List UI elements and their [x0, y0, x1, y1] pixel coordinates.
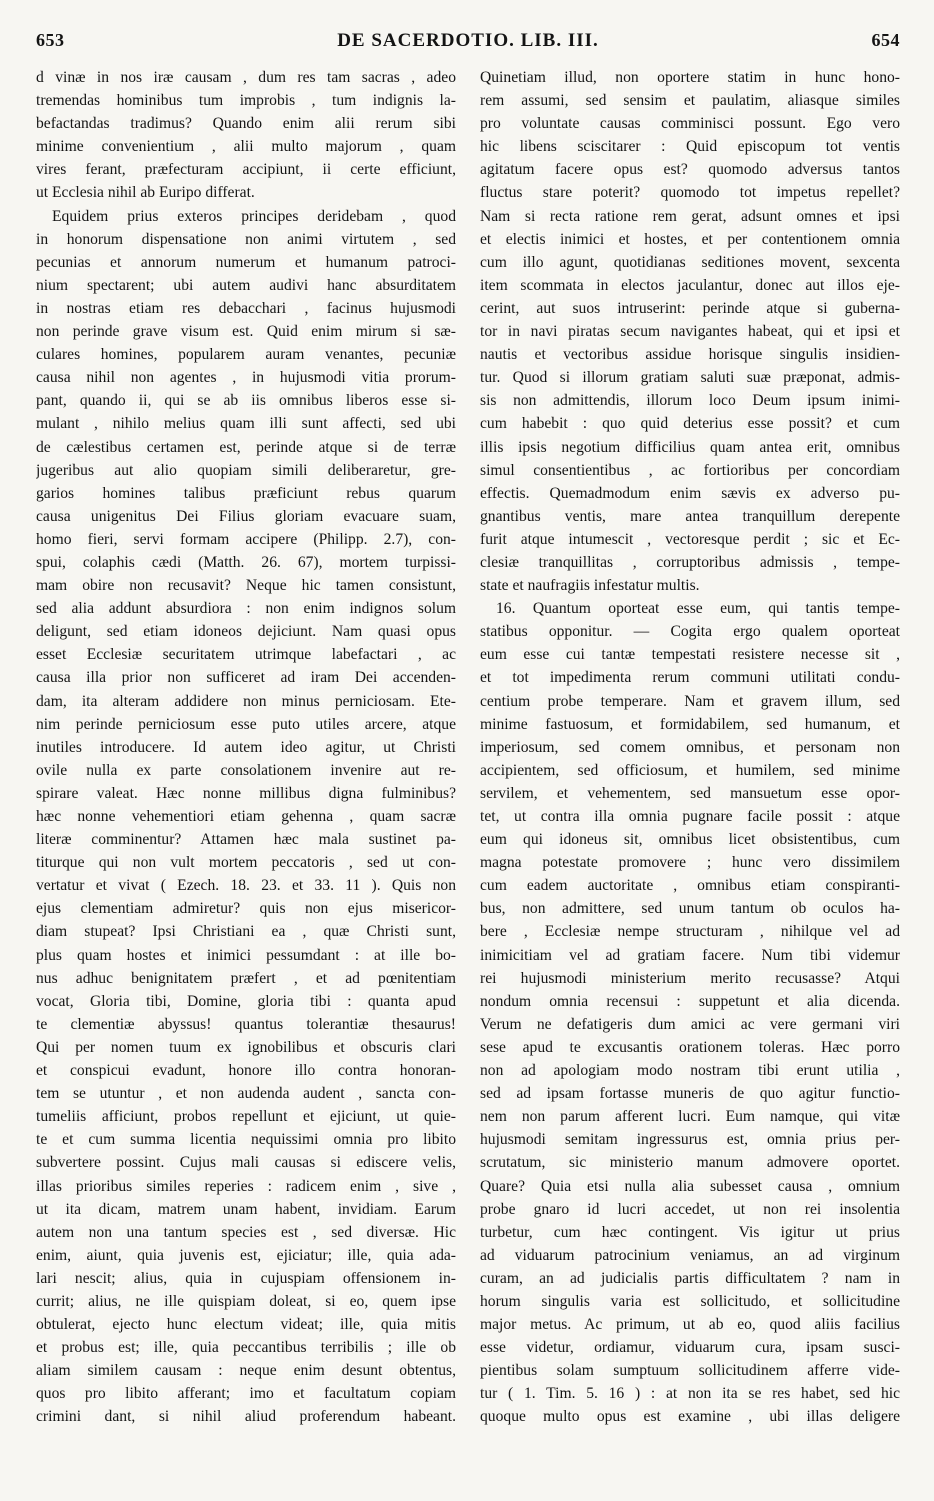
text-line: diam stupeat? Ipsi Christiani ea , quæ Christi sunt, [36, 923, 456, 941]
text-line: state et naufragiis infestatur multis. [480, 577, 700, 595]
text-line: effectis. Quemadmodum enim sævis ex adverso pu- [480, 484, 900, 502]
text-line: minime fastuosum, et formidabilem, sed humanum, et [480, 715, 900, 733]
right-column [480, 66, 900, 1429]
text-line: rem assumi, sed sensim et paulatim, aliasque similes [480, 92, 900, 110]
text-line: enim, aiunt, quia juvenis est, ejiciatur; ille, quia ada- [36, 1246, 456, 1264]
text-line: pant, quando ii, qui se ab iis omnibus liberos esse si- [36, 392, 456, 410]
text-line: illas prioribus similes reperies : radicem enim , sive , [36, 1177, 456, 1195]
text-line: magna potestate promovere ; hunc vero dissimilem [480, 854, 900, 872]
text-line: eum qui idoneus sit, omnibus licet obsistentibus, cum [480, 831, 900, 849]
text-line: spirare valeat. Hæc nonne millibus digna fulminibus? [36, 784, 456, 802]
page-number-left: 653 [36, 30, 65, 50]
text-line: item scommata in electos jaculantur, donec aut illos eje- [480, 276, 900, 294]
text-line: gnantibus ventis, mare antea tranquillum derepente [480, 507, 900, 525]
text-line: in nostras etiam res debacchari , facinus hujusmodi [36, 299, 456, 317]
text-line: servilem, et vehementem, sed mansuetum esse opor- [480, 784, 900, 802]
left-column [36, 66, 456, 1429]
text-line: turbetur, cum hæc contingent. Vis igitur ut prius [480, 1223, 900, 1241]
text-line: deligunt, sed etiam idoneos dejiciunt. Nam quasi opus [36, 623, 456, 641]
text-line: d vinæ in nos iræ causam , dum res tam sacras , adeo [36, 69, 456, 86]
text-line: et tot impedimenta rerum communi utilitati condu- [480, 669, 900, 687]
text-line: centium probe temperare. Nam et gravem illum, sed [480, 692, 900, 710]
text-line: minime convenientium , alii multo majorum , quam [36, 138, 456, 156]
text-line: non ad apologiam modo nostram tibi erunt utilia , [480, 1062, 900, 1080]
text-line: literæ comminentur? Attamen hæc mala sustinet pa- [36, 831, 456, 849]
text-line: rei hujusmodi ministerium merito recusasse? Atqui [480, 969, 900, 987]
text-line: tet, ut contra illa omnia pugnare facile possit : atque [480, 808, 900, 825]
text-line: quoque multo opus est examine , ubi illas deligere [480, 1408, 900, 1426]
text-line: major metus. Ac primum, ut ab eo, quod aliis facilius [480, 1316, 900, 1334]
text-line: sese apud te excusantis orationem toleras. Hæc porro [480, 1038, 900, 1056]
text-line: statibus opponitur. — Cogita ergo qualem oporteat [480, 623, 900, 641]
text-line: et probus est; ille, quia peccantibus terribilis ; ille ob [36, 1339, 456, 1357]
text-line: de cælestibus certamen est, perinde atque si de terræ [36, 438, 456, 456]
text-line: plus quam hostes et inimici pessumdant : at ille bo- [36, 946, 456, 964]
text-line: autem non una tantum species est , sed diversæ. Hic [36, 1223, 456, 1241]
text-line: nondum omnia recensui : suppetunt et alia dicenda. [480, 992, 900, 1010]
text-line: in honorum dispensatione non animi virtutem , sed [36, 230, 456, 248]
text-line: sed ad ipsam fortasse muneris de quo agitur functio- [480, 1085, 900, 1103]
text-line: ejus clementiam admiretur? quis non ejus misericor- [36, 900, 456, 918]
text-line: et electis inimici et hostes, et per contentionem omnia [480, 230, 900, 248]
text-line: 16. Quantum oporteat esse eum, qui tantis tempe- [496, 600, 900, 618]
text-line: homo fieri, servi formam accipere (Philipp. 2.7), con- [36, 530, 456, 548]
text-line: vocat, Gloria tibi, Domine, gloria tibi : quanta apud [36, 992, 456, 1010]
text-line: Nam si recta ratione rem gerat, adsunt omnes et ipsi [480, 207, 900, 225]
text-line: tur ( 1. Tim. 5. 16 ) : at non ita se res habet, sed hic [480, 1385, 900, 1403]
text-line: aliam similem causam : neque enim desunt obtentus, [36, 1362, 456, 1380]
text-line: hujusmodi semitam ingressurus est, omnia prius per- [480, 1131, 900, 1149]
text-columns [36, 66, 900, 1429]
text-line: pro voluntate causas comminisci possunt. Ego vero [480, 115, 900, 133]
text-line: imperiosum, sed comem omnibus, et personam non [480, 738, 900, 756]
text-line: ut ita dicam, matrem unam habent, invidiam. Earum [36, 1200, 456, 1218]
text-line: esset Ecclesiæ securitatem utrimque labefactari , ac [36, 646, 456, 664]
text-line: clesiæ tranquillitas , corruptoribus admissis , tempe- [480, 553, 900, 571]
text-line: ovile nulla ex parte consolationem invenire aut re- [36, 761, 456, 779]
text-line: sis non admittendis, illorum loco Deum ipsum inimi- [480, 392, 900, 410]
text-line: cum eadem auctoritate , omnibus etiam conspiranti- [480, 877, 900, 895]
text-line: mulant , nihilo melius quam illi sunt affecti, sed ubi [36, 415, 456, 433]
text-line: pientibus solam sumptuum sollicitudinem afferre vide- [480, 1362, 900, 1380]
text-line: scrutatum, sic ministerio manum admovere oportet. [480, 1154, 900, 1172]
text-line: horum singulis varia est sollicitudo, et sollicitudine [480, 1292, 900, 1310]
text-line: esse videtur, ordiamur, viduarum cura, ipsam susci- [480, 1339, 900, 1357]
text-line: nus adhuc benignitatem præfert , et ad pœnitentiam [36, 969, 456, 987]
text-line: Equidem prius exteros principes deridebam , quod [52, 207, 456, 225]
text-line: hæc nonne vehementiori etiam gehenna , quam sacræ [36, 808, 456, 825]
text-line: tem se utuntur , et non audenda audent , sancta con- [36, 1085, 456, 1103]
text-line: culares homines, popularem auram venantes, pecuniæ [36, 346, 456, 364]
text-line: vertatur et vivat ( Ezech. 18. 23. et 33. 11 ). Quis non [36, 877, 456, 895]
text-line: Quare? Quia etsi nulla alia subesset causa , omnium [480, 1177, 900, 1195]
text-line: te clementiæ abyssus! quantus tolerantiæ thesaurus! [36, 1015, 456, 1033]
text-line: ut Ecclesia nihil ab Euripo differat. [36, 184, 255, 202]
page-number-right: 654 [871, 30, 900, 50]
text-line: currit; alius, ne ille quispiam doleat, si eo, quem ipse [36, 1292, 456, 1310]
text-line: cerint, aut suos intruserint: perinde atque si guberna- [480, 299, 900, 317]
text-line: titurque qui non vult mortem peccatoris , sed ut con- [36, 854, 456, 872]
text-line: agitatum facere opus est? quomodo adversus tantos [480, 161, 900, 179]
text-line: sed alia addunt absurdiora : non enim indignos solum [36, 600, 456, 618]
text-line: inimicitiam vel ad gratiam facere. Num tibi videmur [480, 946, 900, 964]
text-line: garios homines talibus præficiunt rebus quarum [36, 484, 456, 502]
text-line: mam obire non recusavit? Neque hic tamen consistunt, [36, 577, 456, 595]
text-line: cum habebit : quo quid deterius esse possit? et cum [480, 415, 900, 433]
text-line: non perinde grave visum est. Quid enim mirum si sæ- [36, 323, 456, 341]
running-title: DE SACERDOTIO. LIB. III. [337, 30, 599, 51]
running-header [36, 30, 900, 64]
text-line: bus, non admittere, sed unum tantum ob oculos ha- [480, 900, 900, 918]
text-line: tremendas hominibus tum improbis , tum indignis la- [36, 92, 456, 110]
text-line: et conspicui evadunt, honore illo contra honoran- [36, 1062, 456, 1080]
text-line: causa unigenitus Dei Filius gloriam evacuare suam, [36, 507, 456, 525]
text-line: quos pro libito afferant; imo et facultatum copiam [36, 1385, 456, 1403]
text-line: eum esse cui tantæ tempestati resistere necesse sit , [480, 646, 900, 664]
text-line: Verum ne defatigeris dum amici ac vere germani viri [480, 1015, 900, 1033]
text-line: probe gnaro id lucri accedet, ut non rei insolentia [480, 1200, 900, 1218]
text-line: accipientem, sed officiosum, et humilem, sed minime [480, 761, 900, 779]
text-line: nem non parum afferent lucri. Eum namque, qui vitæ [480, 1108, 900, 1126]
text-line: simul consentientibus , ac fortioribus per concordiam [480, 461, 900, 479]
text-line: fluctus stare poterit? quomodo tot impetus repellet? [480, 184, 900, 202]
text-line: tumeliis afficiunt, probos repellunt et ejiciunt, ut quie- [36, 1108, 456, 1126]
text-line: inutiles introducere. Id autem ideo agitur, ut Christi [36, 738, 456, 756]
text-line: nim perinde perniciosum esse puto utiles arcere, atque [36, 715, 456, 733]
text-line: obtulerat, ejecto hunc electum videat; ille, quia mitis [36, 1316, 456, 1334]
text-line: Quinetiam illud, non oportere statim in hunc hono- [480, 69, 900, 86]
text-line: dam, ita alteram addidere non minus perniciosam. Ete- [36, 692, 456, 710]
text-line: causa illa prior non sufficeret ad iram Dei accenden- [36, 669, 456, 687]
text-line: vires ferant, præfecturam accipiunt, ii certe efficiunt, [36, 161, 456, 179]
text-line: nautis et vectoribus assidue horisque singulis insidien- [480, 346, 900, 364]
text-line: lari nescit; alius, quia in cujuspiam offensionem in- [36, 1269, 456, 1287]
text-line: spui, colaphis cædi (Matth. 26. 67), mortem turpissi- [36, 553, 456, 571]
text-line: illis ipsis negotium difficilius quam antea erit, omnibus [480, 438, 900, 456]
text-line: Qui per nomen tuum ex ignobilibus et obscuris clari [36, 1038, 456, 1056]
text-line: tur. Quod si illorum gratiam saluti suæ præponat, admis- [480, 369, 900, 387]
text-line: te et cum summa licentia nequissimi omnia pro libito [36, 1131, 456, 1149]
text-line: furit atque intumescit , vectoresque perdit ; sic et Ec- [480, 530, 900, 548]
text-line: pecunias et annorum numerum et humanum patroci- [36, 253, 456, 271]
text-line: causa nihil non agentes , in hujusmodi vitia prorum- [36, 369, 456, 387]
text-line: bere , Ecclesiæ nempe structuram , nihilque vel ad [480, 923, 900, 941]
text-line: jugeribus aut alio quopiam simili deliberaretur, gre- [36, 461, 456, 479]
text-line: tor in navi piratas secum navigantes habeat, qui et ipsi et [480, 323, 900, 341]
text-line: crimini dant, si nihil aliud proferendum habeant. [36, 1408, 456, 1426]
text-line: curam, an ad judicialis partis difficultatem ? nam in [480, 1269, 900, 1287]
text-line: ad viduarum patrocinium veniamus, an ad virginum [480, 1246, 900, 1264]
text-line: befactandas tradimus? Quando enim alii rerum sibi [36, 115, 456, 133]
text-line: hic libens sciscitarer : Quid episcopum tot ventis [480, 138, 900, 156]
text-line: cum illo agunt, quotidianas seditiones movent, sexcenta [480, 253, 900, 271]
text-line: nium spectarent; ubi autem audivi hanc absurditatem [36, 276, 456, 294]
text-line: subvertere possint. Cujus mali causas si ediscere velis, [36, 1154, 456, 1172]
